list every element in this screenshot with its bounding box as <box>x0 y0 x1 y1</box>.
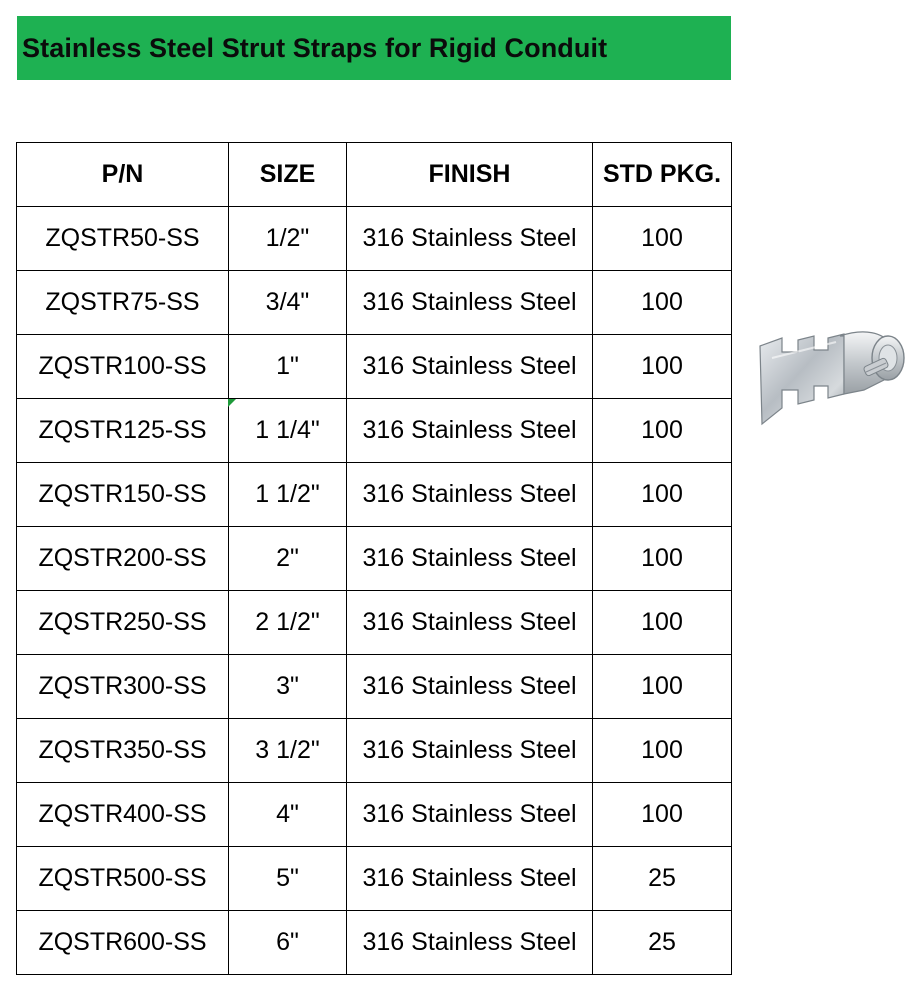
cell-finish: 316 Stainless Steel <box>347 527 593 591</box>
header-finish: FINISH <box>347 143 593 207</box>
cell-finish: 316 Stainless Steel <box>347 399 593 463</box>
cell-pn: ZQSTR300-SS <box>17 655 229 719</box>
cell-size: 6" <box>229 911 347 975</box>
cell-std-pkg: 100 <box>593 271 732 335</box>
cell-finish: 316 Stainless Steel <box>347 271 593 335</box>
cell-size: 3 1/2" <box>229 719 347 783</box>
cell-std-pkg: 100 <box>593 591 732 655</box>
cell-size: 5" <box>229 847 347 911</box>
table-row <box>17 207 732 271</box>
cell-finish: 316 Stainless Steel <box>347 591 593 655</box>
cell-std-pkg: 100 <box>593 719 732 783</box>
cell-finish: 316 Stainless Steel <box>347 847 593 911</box>
cell-finish: 316 Stainless Steel <box>347 911 593 975</box>
cell-size: 2" <box>229 527 347 591</box>
cell-std-pkg: 100 <box>593 399 732 463</box>
header-size: SIZE <box>229 143 347 207</box>
table-row <box>17 911 732 975</box>
cell-pn: ZQSTR500-SS <box>17 847 229 911</box>
cell-finish: 316 Stainless Steel <box>347 463 593 527</box>
cell-pn: ZQSTR350-SS <box>17 719 229 783</box>
cell-pn: ZQSTR200-SS <box>17 527 229 591</box>
header-pn: P/N <box>17 143 229 207</box>
cell-pn: ZQSTR125-SS <box>17 399 229 463</box>
cell-std-pkg: 25 <box>593 911 732 975</box>
table-row <box>17 719 732 783</box>
cell-std-pkg: 100 <box>593 527 732 591</box>
cell-std-pkg: 100 <box>593 207 732 271</box>
table-row <box>17 463 732 527</box>
cell-pn: ZQSTR100-SS <box>17 335 229 399</box>
cell-std-pkg: 100 <box>593 335 732 399</box>
cell-pn: ZQSTR600-SS <box>17 911 229 975</box>
cell-size: 3" <box>229 655 347 719</box>
cell-std-pkg: 100 <box>593 655 732 719</box>
table-row <box>17 527 732 591</box>
strut-strap-product-icon <box>752 328 910 430</box>
cell-size: 2 1/2" <box>229 591 347 655</box>
cell-finish: 316 Stainless Steel <box>347 783 593 847</box>
spec-table <box>16 142 732 975</box>
table-row <box>17 655 732 719</box>
cell-size: 1/2" <box>229 207 347 271</box>
table-row <box>17 847 732 911</box>
cell-pn: ZQSTR150-SS <box>17 463 229 527</box>
title-banner <box>17 16 731 80</box>
table-row <box>17 783 732 847</box>
cell-size: 4" <box>229 783 347 847</box>
cell-finish: 316 Stainless Steel <box>347 655 593 719</box>
cell-size: 1 1/4" <box>229 399 347 463</box>
table-row <box>17 399 732 463</box>
cell-pn: ZQSTR75-SS <box>17 271 229 335</box>
cell-pn: ZQSTR400-SS <box>17 783 229 847</box>
cell-pn: ZQSTR250-SS <box>17 591 229 655</box>
table-row <box>17 271 732 335</box>
cell-std-pkg: 100 <box>593 463 732 527</box>
cell-finish: 316 Stainless Steel <box>347 719 593 783</box>
cell-comment-marker <box>228 399 236 407</box>
cell-std-pkg: 25 <box>593 847 732 911</box>
cell-std-pkg: 100 <box>593 783 732 847</box>
cell-size: 1" <box>229 335 347 399</box>
cell-size: 3/4" <box>229 271 347 335</box>
table-header-row <box>17 143 732 207</box>
cell-pn: ZQSTR50-SS <box>17 207 229 271</box>
cell-finish: 316 Stainless Steel <box>347 207 593 271</box>
table-row <box>17 591 732 655</box>
page-title: Stainless Steel Strut Straps for Rigid Conduit <box>22 32 608 63</box>
cell-size: 1 1/2" <box>229 463 347 527</box>
cell-finish: 316 Stainless Steel <box>347 335 593 399</box>
table-row <box>17 335 732 399</box>
header-std-pkg: STD PKG. <box>593 143 732 207</box>
